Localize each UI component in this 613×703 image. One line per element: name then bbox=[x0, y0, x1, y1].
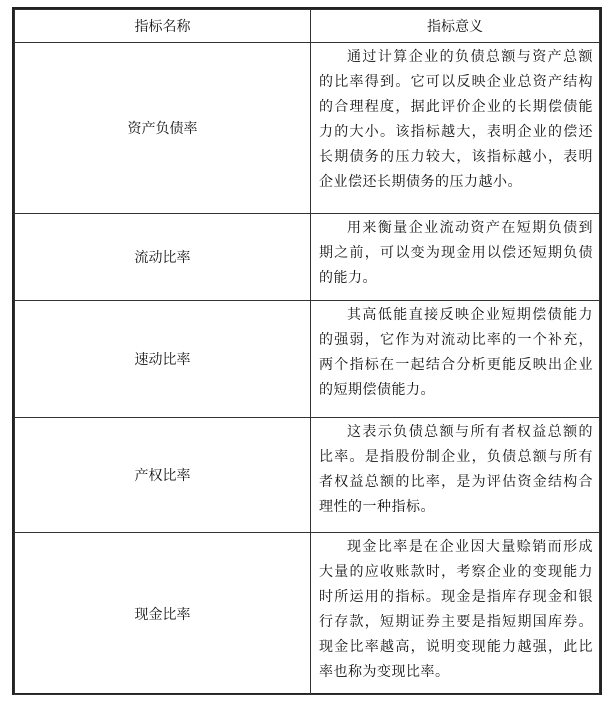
indicator-name-cell: 速动比率 bbox=[15, 301, 311, 418]
indicator-name-cell: 资产负债率 bbox=[15, 43, 311, 214]
table-row bbox=[15, 301, 600, 418]
table-row bbox=[15, 418, 600, 533]
indicator-name-cell: 产权比率 bbox=[15, 418, 311, 533]
indicator-meaning-cell: 通过计算企业的负债总额与资产总额的比率得到。它可以反映企业总资产结构的合理程度，据此评价企业的长期偿债能力的大小。该指标越大，表明企业的偿还长期债务的压力较大，该指标越小，表明企业偿还长期债务的压力越小。 bbox=[311, 43, 600, 214]
table-row bbox=[15, 43, 600, 214]
header-indicator-name: 指标名称 bbox=[15, 10, 311, 43]
header-indicator-meaning: 指标意义 bbox=[311, 10, 600, 43]
table-row bbox=[15, 533, 600, 695]
table-row bbox=[15, 214, 600, 301]
indicator-meaning-cell: 现金比率是在企业因大量赊销而形成大量的应收账款时，考察企业的变现能力时所运用的指标。现金是指库存现金和银行存款，短期证券主要是指短期国库券。现金比率越高，说明变现能力越强，此比率也称为变现比率。 bbox=[311, 533, 600, 695]
indicator-table-frame bbox=[12, 7, 602, 695]
indicator-name-cell: 现金比率 bbox=[15, 533, 311, 695]
indicator-meaning-cell: 这表示负债总额与所有者权益总额的比率。是指股份制企业，负债总额与所有者权益总额的比率，是为评估资金结构合理性的一种指标。 bbox=[311, 418, 600, 533]
indicator-meaning-cell: 其高低能直接反映企业短期偿债能力的强弱，它作为对流动比率的一个补充，两个指标在一起结合分析更能反映出企业的短期偿债能力。 bbox=[311, 301, 600, 418]
indicator-table bbox=[14, 9, 600, 695]
table-header-row bbox=[15, 10, 600, 43]
indicator-name-cell: 流动比率 bbox=[15, 214, 311, 301]
indicator-meaning-cell: 用来衡量企业流动资产在短期负债到期之前，可以变为现金用以偿还短期负债的能力。 bbox=[311, 214, 600, 301]
